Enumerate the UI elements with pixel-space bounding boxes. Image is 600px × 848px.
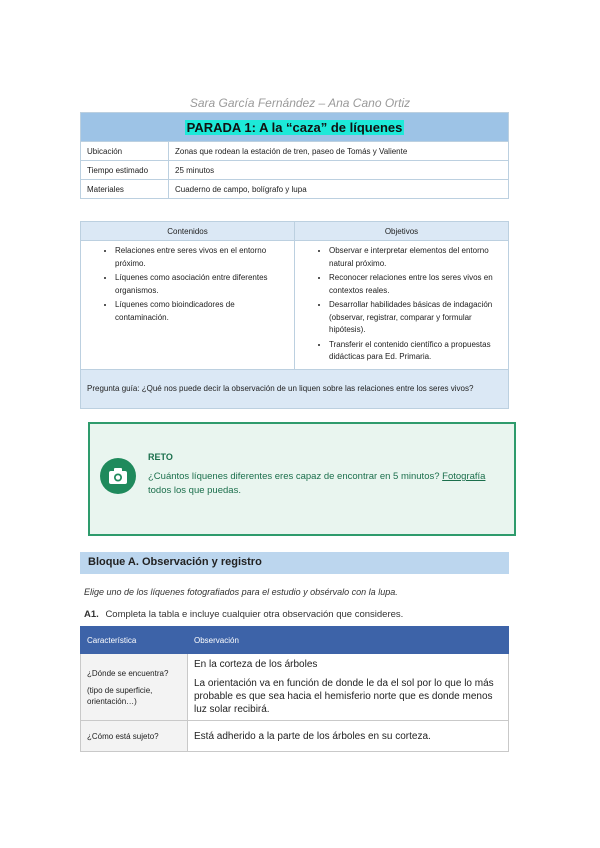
parada-title: PARADA 1: A la “caza” de líquenes — [186, 119, 403, 135]
parada-title-cell — [81, 113, 509, 142]
reto-text-after: todos los que puedas. — [148, 485, 241, 496]
info-row-tiempo — [81, 161, 509, 180]
observation-text: La orientación va en función de donde le da el sol por lo que lo más probable es que sea hacia el hemisferio norte que es donde menos luz solar recibirá. — [194, 678, 494, 715]
list-item: • Reconocer relaciones entre los seres vivos en contextos reales. — [329, 272, 500, 297]
contenidos-list — [89, 245, 286, 324]
observation-cell[interactable] — [188, 654, 509, 721]
info-value: 25 minutos — [169, 161, 509, 180]
reto-box — [88, 422, 516, 536]
contenidos-cell — [81, 241, 295, 370]
info-label: Materiales — [81, 180, 169, 199]
parada-info-table — [80, 112, 509, 199]
info-label: Ubicación — [81, 142, 169, 161]
reto-text-block — [148, 470, 508, 498]
bloque-a-title: Bloque A. Observación y registro — [80, 552, 509, 574]
characteristic-label: ¿Cómo está sujeto? — [87, 731, 159, 741]
contenidos-objetivos-table — [80, 221, 509, 409]
reto-title: RETO — [148, 452, 173, 462]
list-item: • Observar e interpretar elementos del entorno natural próximo. — [329, 245, 500, 270]
observation-text: En la corteza de los árboles — [194, 659, 318, 670]
list-item: • Desarrollar habilidades básicas de indagación (observar, registrar, comparar y formular hipótesis). — [329, 299, 500, 337]
table-row — [81, 654, 509, 721]
info-value: Zonas que rodean la estación de tren, paseo de Tomás y Valiente — [169, 142, 509, 161]
info-row-ubicacion — [81, 142, 509, 161]
list-item: • Transferir el contenido científico a propuestas didácticas para Ed. Primaria. — [329, 339, 500, 364]
info-value: Cuaderno de campo, bolígrafo y lupa — [169, 180, 509, 199]
column-header: Característica — [81, 627, 188, 654]
observation-table — [80, 626, 509, 752]
characteristic-cell — [81, 721, 188, 752]
reto-question: ¿Cuántos líquenes diferentes eres capaz de encontrar en 5 minutos? — [148, 471, 440, 482]
bloque-a-instruction: Elige uno de los líquenes fotografiados para el estudio y obsérvalo con la lupa. — [84, 587, 398, 597]
observation-text: Está adherido a la parte de los árboles en su corteza. — [194, 730, 431, 742]
list-item: • Relaciones entre seres vivos en el entorno próximo. — [115, 245, 286, 270]
list-item: • Líquenes como asociación entre diferentes organismos. — [115, 272, 286, 297]
a1-text: Completa la tabla e incluye cualquier otra observación que consideres. — [105, 609, 404, 620]
a1-prompt — [84, 609, 403, 620]
camera-icon — [100, 458, 136, 494]
objetivos-cell — [295, 241, 509, 370]
fotografia-link[interactable]: Fotografía — [442, 471, 486, 482]
observation-cell[interactable] — [188, 721, 509, 752]
authors-line: Sara García Fernández – Ana Cano Ortiz — [189, 96, 411, 110]
column-header: Observación — [188, 627, 509, 654]
table-row — [81, 721, 509, 752]
characteristic-cell — [81, 654, 188, 721]
a1-label: A1. — [84, 609, 99, 620]
list-item: • Líquenes como bioindicadores de contaminación. — [115, 299, 286, 324]
characteristic-label: ¿Dónde se encuentra? — [87, 668, 169, 678]
characteristic-sublabel: (tipo de superficie, orientación…) — [87, 685, 153, 706]
info-row-materiales — [81, 180, 509, 199]
info-label: Tiempo estimado — [81, 161, 169, 180]
objetivos-list — [303, 245, 500, 364]
pregunta-guia: Pregunta guía: ¿Qué nos puede decir la observación de un liquen sobre las relaciones entre los seres vivos? — [81, 370, 509, 409]
contenidos-header: Contenidos — [81, 222, 295, 241]
objetivos-header: Objetivos — [295, 222, 509, 241]
